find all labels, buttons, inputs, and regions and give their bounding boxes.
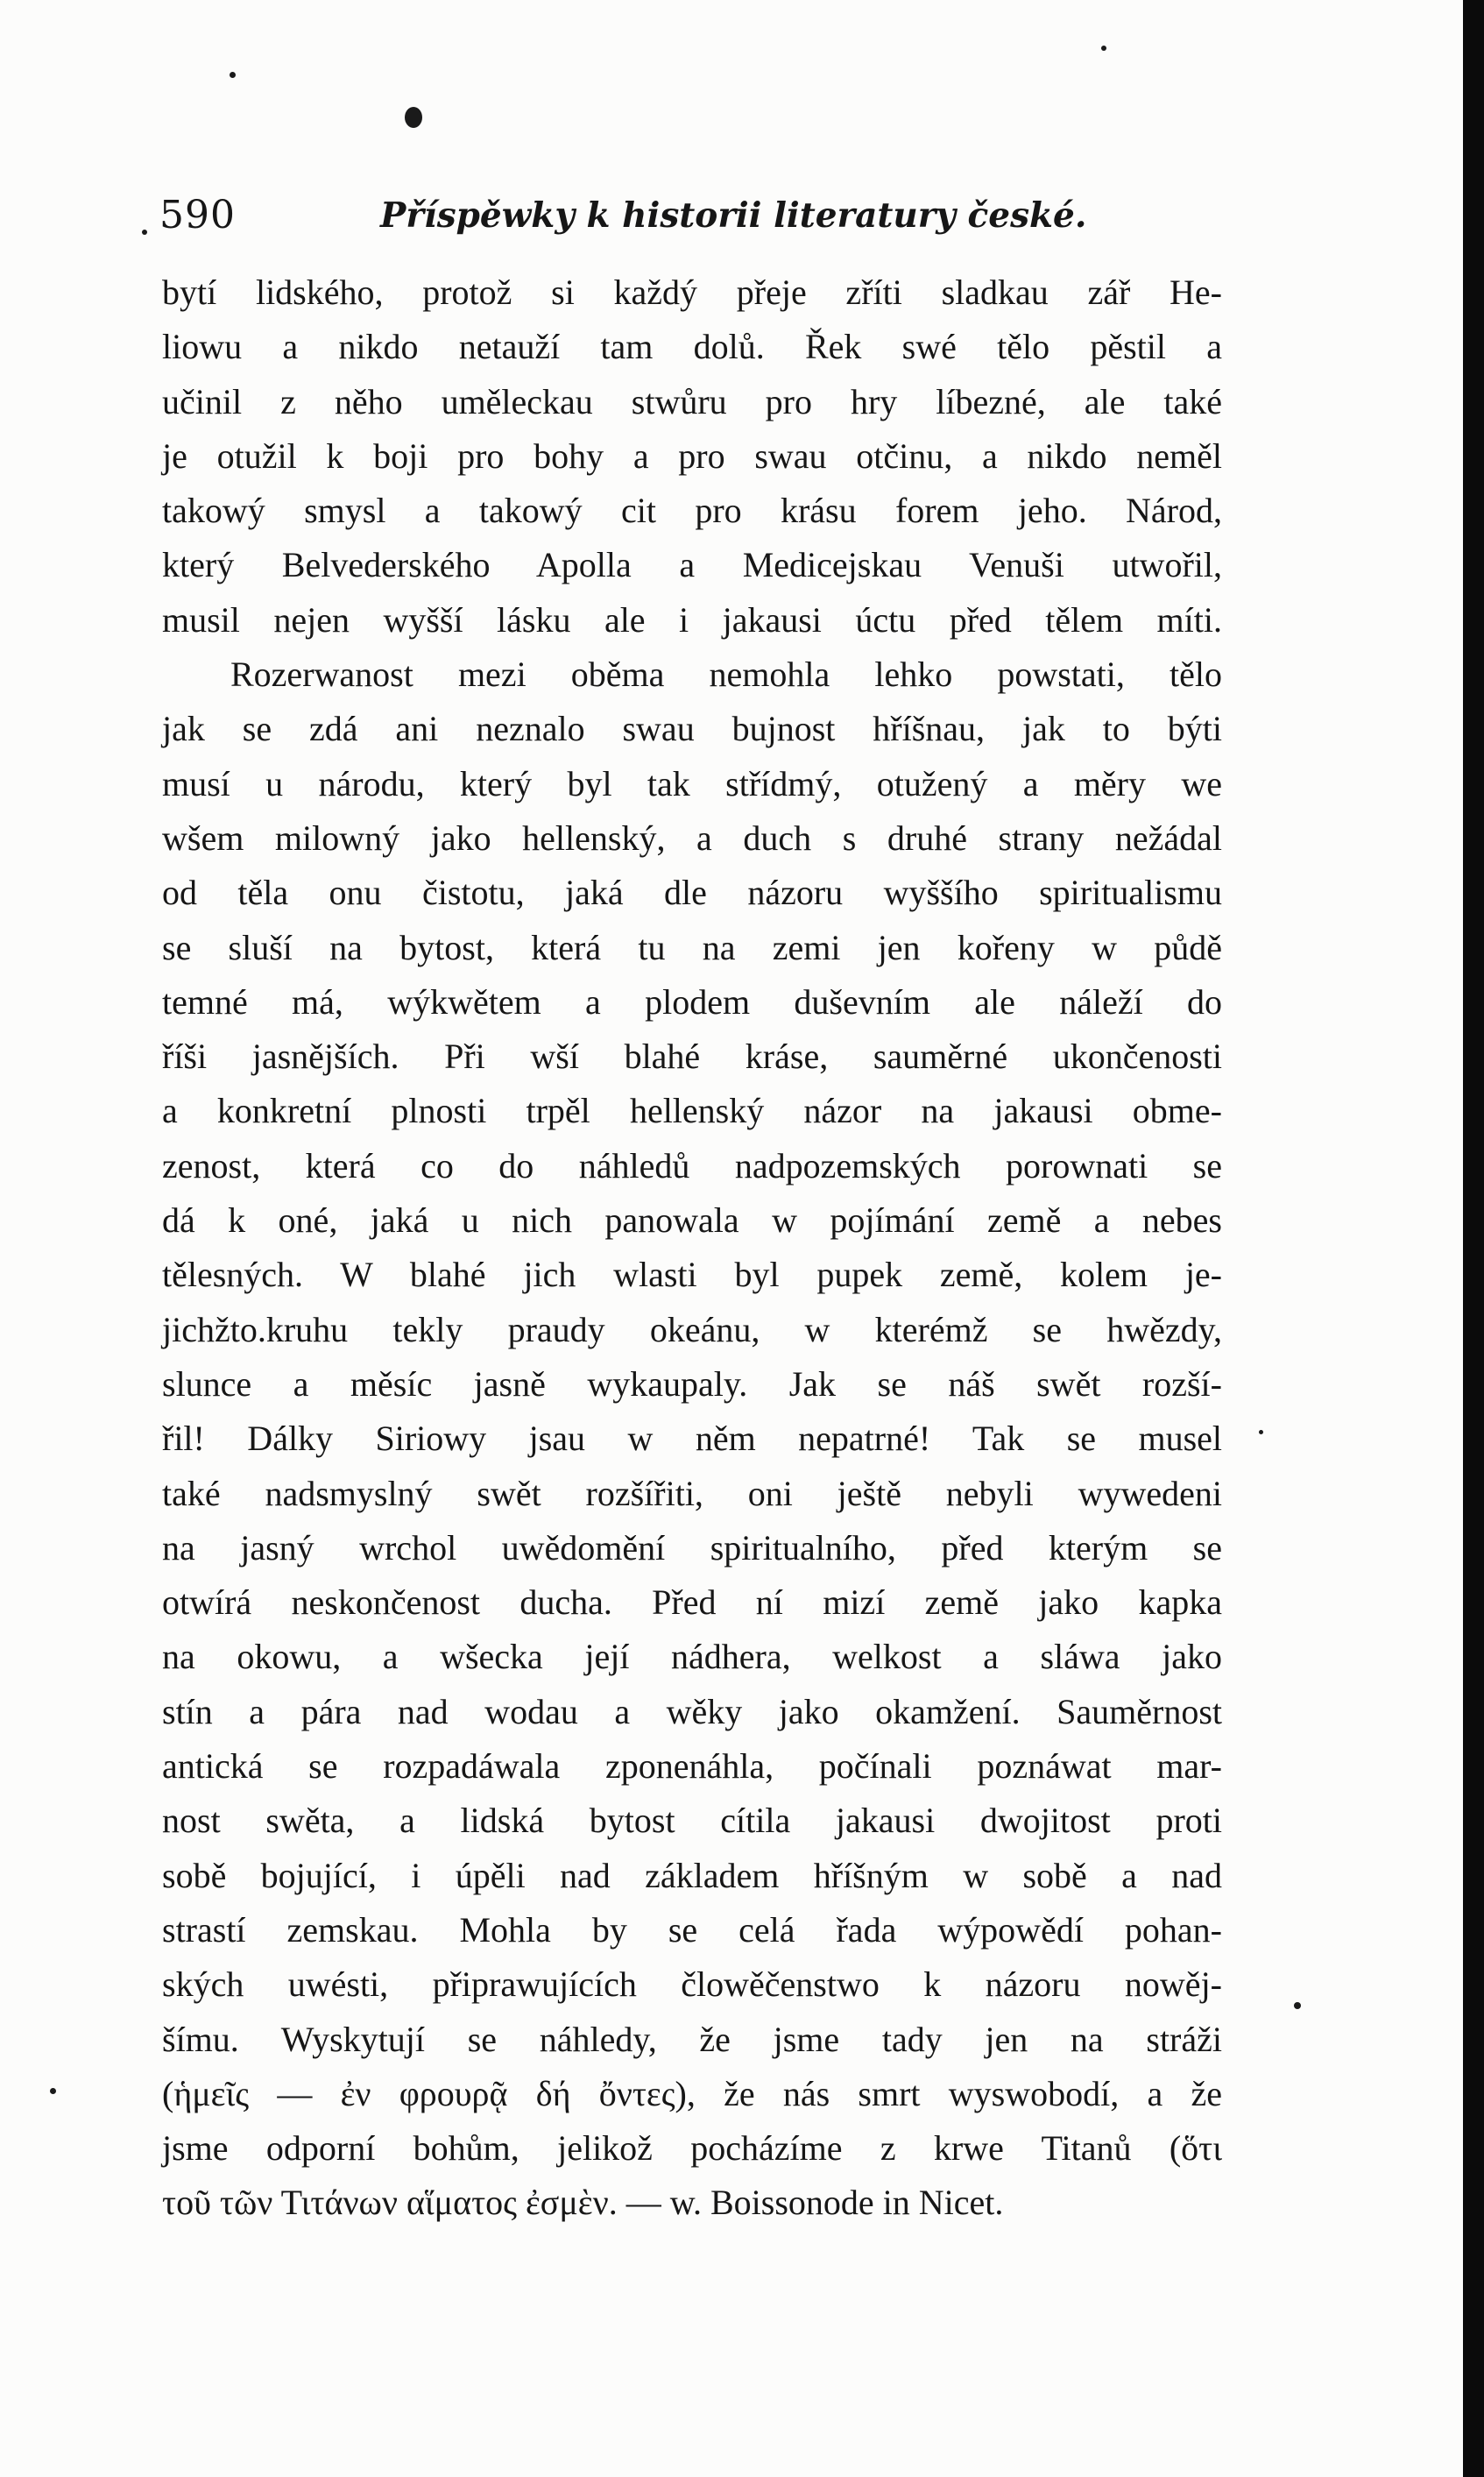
text-line: dá k oné, jaká u nich panowala w pojímání země a nebes (162, 1200, 1222, 1241)
text-line: a konkretní plnosti trpěl hellenský názor na jakausi obme- (162, 1091, 1222, 1131)
text-line: nost swěta, a lidská bytost cítila jakausi dwojitost proti (162, 1801, 1222, 1841)
text-line: wšem milowný jako hellenský, a duch s druhé strany nežádal (162, 817, 1222, 858)
text-line: řil! Dálky Siriowy jsau w něm nepatrné! Tak se musel (162, 1419, 1222, 1459)
text-line: jak se zdá ani neznalo swau bujnost hříšnau, jak to býti (162, 709, 1222, 749)
text-line: (ἡμεῖς — ἐν φρουρᾷ δή ὄντες), že nás smrt wyswobodí, a že (162, 2073, 1222, 2113)
text-line: bytí lidského, protož si každý přeje zříti sladkau zář He- (162, 272, 1222, 312)
text-line: také nadsmyslný swět rozšířiti, oni ještě nebyli wywedeni (162, 1473, 1222, 1513)
text-line: musí u národu, který byl tak střídmý, otužený a měry we (162, 763, 1222, 803)
text-line: musil nejen wyšší lásku ale i jakausi úctu před tělem míti. (162, 599, 1222, 640)
text-line: antická se rozpadáwala zponenáhla, počínali poznáwat mar- (162, 1746, 1222, 1787)
text-line: strastí zemskau. Mohla by se celá řada wýpowědí pohan- (162, 1909, 1222, 1950)
text-line: zenost, která co do náhledů nadpozemských porownati se (162, 1145, 1222, 1185)
text-line: takowý smysl a takowý cit pro krásu forem jeho. Národ, (162, 491, 1222, 531)
text-line: otwírá neskončenost ducha. Před ní mizí země jako kapka (162, 1582, 1222, 1623)
body-text (162, 265, 1222, 2231)
text-line: jsme odporní bohům, jelikož pocházíme z krwe Titanů (ὅτι (162, 2128, 1222, 2169)
text-line: se sluší na bytost, která tu na zemi jen kořeny w půdě (162, 927, 1222, 967)
page-header (159, 189, 1219, 242)
ink-speck (230, 72, 236, 78)
ink-speck (1259, 1430, 1263, 1434)
text-line: na okowu, a wšecka její nádhera, welkost a sláwa jako (162, 1637, 1222, 1677)
text-line: šímu. Wyskytují se náhledy, že jsme tady jen na stráži (162, 2019, 1222, 2059)
text-line: od těla onu čistotu, jaká dle názoru wyššího spiritualismu (162, 873, 1222, 913)
ink-speck (1294, 2002, 1301, 2009)
text-line: říši jasnějších. Při wší blahé kráse, sauměrné ukončenosti (162, 1037, 1222, 1077)
text-line: učinil z něho uměleckau stwůru pro hry líbezné, ale také (162, 381, 1222, 421)
text-line: který Belvederského Apolla a Medicejskau Venuši utwořil, (162, 545, 1222, 585)
text-line: stín a pára nad wodau a wěky jako okamžení. Sauměrnost (162, 1691, 1222, 1731)
ink-speck (1101, 46, 1106, 51)
text-line: sobě bojující, i úpěli nad základem hříšným w sobě a nad (162, 1855, 1222, 1895)
text-line: jichžto.kruhu tekly praudy okeánu, w kterémž se hwězdy, (162, 1309, 1222, 1349)
ink-speck (50, 2088, 56, 2094)
text-line: je otužil k boji pro bohy a pro swau otčinu, a nikdo neměl (162, 435, 1222, 476)
text-line: na jasný wrchol uwědomění spiritualního, před kterým se (162, 1527, 1222, 1568)
running-title: Příspěwky k historii literatury české. (380, 195, 1087, 236)
text-line: liowu a nikdo netauží tam dolů. Řek swé tělo pěstil a (162, 327, 1222, 367)
text-line: slunce a měsíc jasně wykaupaly. Jak se náš swět rozší- (162, 1363, 1222, 1404)
page-number: 590 (159, 193, 236, 237)
ink-speck (142, 230, 147, 235)
scan-edge (1463, 0, 1484, 2477)
text-line: temné má, wýkwětem a plodem duševním ale náleží do (162, 981, 1222, 1022)
text-line: ských uwésti, připrawujících člowěčenstwo k názoru nowěj- (162, 1964, 1222, 2005)
text-line: tělesných. W blahé jich wlasti byl pupek země, kolem je- (162, 1255, 1222, 1295)
ink-blot (405, 107, 422, 128)
text-line: Rozerwanost mezi oběma nemohla lehko powstati, tělo (230, 655, 1222, 695)
text-line: τοῦ τῶν Τιτάνων αἵματος ἐσμὲν. — w. Boissonode in Nicet. (162, 2183, 1004, 2223)
